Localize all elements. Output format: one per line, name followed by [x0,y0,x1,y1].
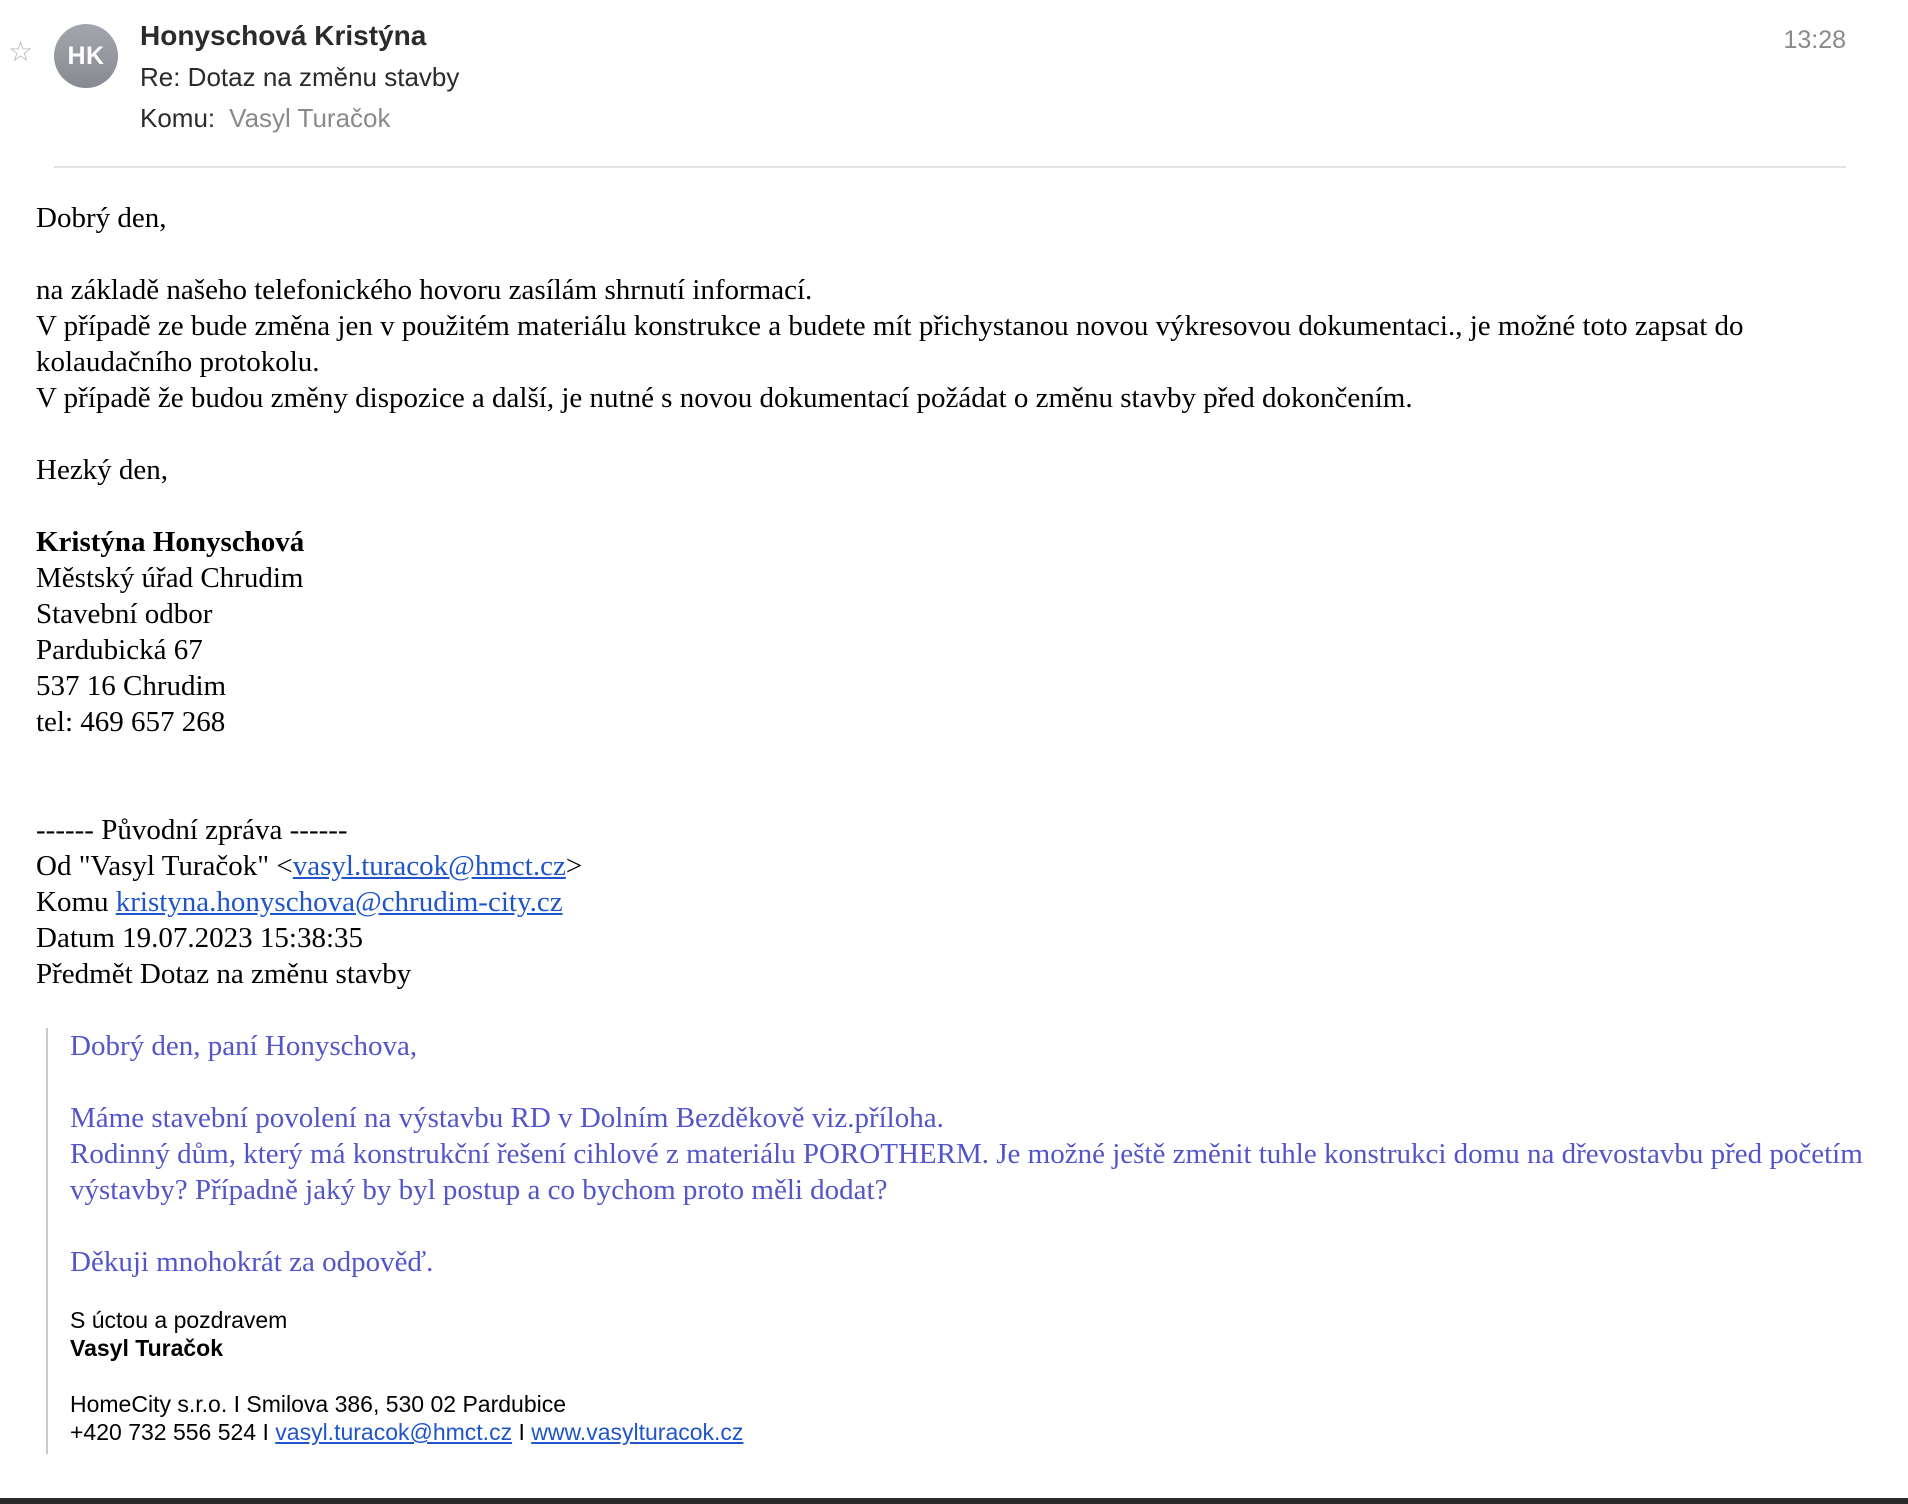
reply-line: V případě že budou změny dispozice a další, je nutné s novou dokumentací požádat o změnu stavby před dokončením. [36,382,1413,414]
message-body [36,200,1876,1454]
quoted-greeting: Dobrý den, paní Honyschova, [70,1030,418,1062]
star-icon[interactable]: ☆ [8,36,34,67]
reply-closing: Hezký den, [36,454,169,486]
quoted-thanks: Děkuji mnohokrát za odpověď. [70,1246,434,1278]
separator: I [512,1419,532,1445]
quoted-company-line: HomeCity s.r.o. I Smilova 386, 530 02 Pardubice [70,1391,567,1417]
quoted-regards: S úctou a pozdravem [70,1307,288,1333]
message-header [0,0,1908,168]
original-subject: Předmět Dotaz na změnu stavby [36,958,412,990]
signature-city: 537 16 Chrudim [36,670,227,702]
original-date: Datum 19.07.2023 15:38:35 [36,922,364,954]
original-from-email-link[interactable]: vasyl.turacok@hmct.cz [292,850,566,882]
original-to-email-link[interactable]: kristyna.honyschova@chrudim-city.cz [115,886,563,918]
quoted-email-link[interactable]: vasyl.turacok@hmct.cz [275,1419,513,1445]
header-divider [54,166,1846,168]
signature-street: Pardubická 67 [36,634,203,666]
separator: I [256,1419,276,1445]
reply-line: na základě našeho telefonického hovoru zasílám shrnutí informací. [36,274,813,306]
reply-line: V případě ze bude změna jen v použitém materiálu konstrukce a budete mít přichystanou novou výkresovou dokumentaci., je možné toto zapsat do kolaudačního protokolu. [36,310,1744,378]
quoted-message [46,1028,1876,1454]
recipient-line [140,103,391,134]
signature-phone: tel: 469 657 268 [36,706,226,738]
window-bottom-edge [0,1498,1908,1504]
original-from-prefix: Od "Vasyl Turačok" < [36,850,293,882]
to-label: Komu: [140,103,216,133]
original-to [36,884,1876,920]
original-separator: ------ Původní zpráva ------ [36,814,348,846]
signature-office: Městský úřad Chrudim [36,562,304,594]
quoted-phone: +420 732 556 524 [70,1419,257,1445]
message-subject: Re: Dotaz na změnu stavby [140,62,460,92]
quoted-signature-name: Vasyl Turačok [70,1335,223,1361]
quoted-contact-line [70,1418,1876,1446]
original-from-suffix: > [565,850,583,882]
original-to-prefix: Komu [36,886,116,918]
recipient-name[interactable]: Vasyl Turačok [229,103,391,133]
message-time: 13:28 [1783,26,1846,54]
signature-name: Kristýna Honyschová [36,526,305,558]
quoted-line: Rodinný dům, který má konstrukční řešení cihlové z materiálu POROTHERM. Je možné ještě změnit tuhle konstrukci domu na dřevostavbu před početím výstavby? Případně jaký by byl postup a co bychom proto měli dodat? [70,1138,1863,1206]
quoted-line: Máme stavební povolení na výstavbu RD v Dolním Bezděkově viz.příloha. [70,1102,944,1134]
quoted-website-link[interactable]: www.vasylturacok.cz [531,1419,744,1445]
sender-name[interactable]: Honyschová Kristýna [140,20,427,51]
quoted-signature [70,1306,1876,1446]
original-from [36,848,1876,884]
avatar: HK [54,24,118,88]
reply-greeting: Dobrý den, [36,202,167,234]
signature-department: Stavební odbor [36,598,213,630]
